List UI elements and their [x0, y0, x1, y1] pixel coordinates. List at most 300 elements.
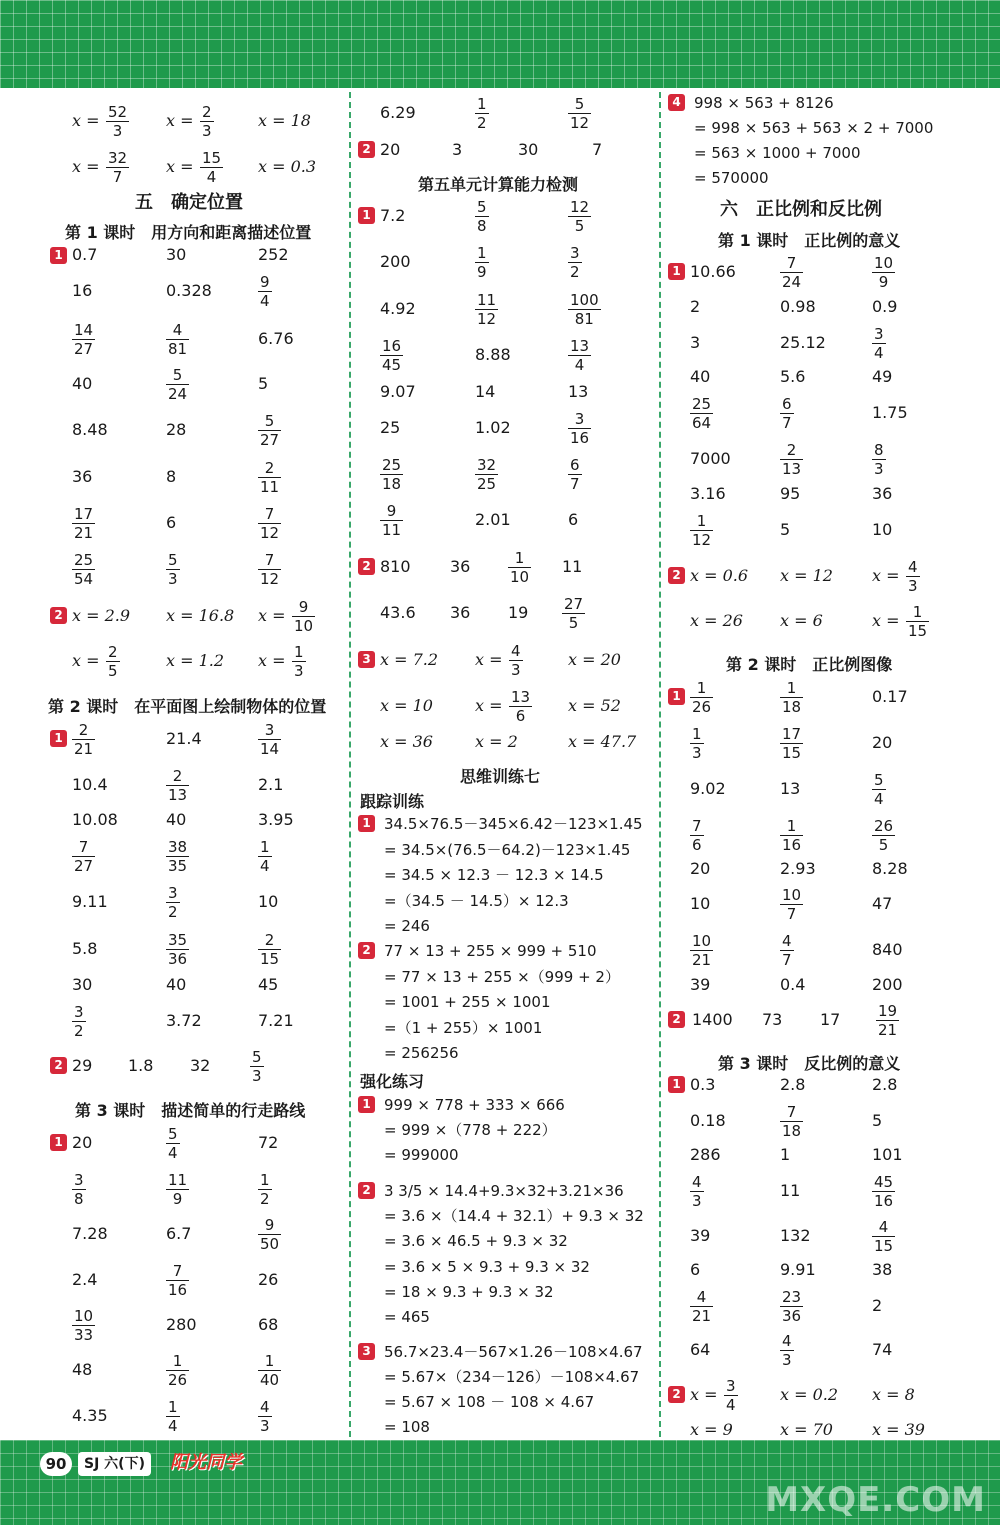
- answer-value: 2.1: [258, 775, 284, 794]
- answer-value: 40: [166, 975, 187, 994]
- denominator: 12: [570, 114, 590, 132]
- answer-value: 21.4: [166, 729, 202, 748]
- denominator: 16: [782, 836, 802, 854]
- answer-value: x = 0.3: [258, 157, 317, 176]
- numerator: 1: [172, 1352, 183, 1370]
- numerator: 4: [782, 1332, 792, 1350]
- numerator: 6: [570, 456, 580, 474]
- fraction: [166, 884, 180, 921]
- question-number-badge: 3: [358, 651, 375, 668]
- question-number-badge: 2: [50, 1057, 67, 1074]
- answer-value: 13: [568, 382, 589, 401]
- numerator: 1: [786, 679, 797, 697]
- answer-value: 17: [820, 1010, 841, 1029]
- calc-step: = 3.6 × 5 × 9.3 + 9.3 × 32: [384, 1257, 590, 1276]
- denominator: 14: [260, 740, 280, 758]
- answer-value: 8: [166, 467, 177, 486]
- answer-value: 7: [592, 140, 603, 159]
- fraction: [568, 291, 601, 328]
- answer-value: x = 6: [780, 611, 823, 630]
- answer-value: 3.95: [258, 810, 294, 829]
- denominator: 21: [878, 1021, 898, 1039]
- denominator: 7: [570, 475, 580, 493]
- fraction: [166, 1398, 180, 1435]
- fraction: [200, 103, 214, 140]
- question-number-badge: 2: [668, 1011, 685, 1028]
- section-heading: 思维训练七: [460, 767, 541, 786]
- answer-value: 40: [72, 374, 93, 393]
- answer-value: 6.76: [258, 329, 294, 348]
- denominator: 45: [382, 356, 402, 374]
- numerator: 2: [786, 441, 797, 459]
- answer-value: 8.48: [72, 420, 108, 439]
- answer-value: 5.8: [72, 939, 98, 958]
- denominator: 4: [206, 168, 217, 186]
- denominator: 3: [782, 1351, 792, 1369]
- numerator: 7: [264, 551, 275, 569]
- answer-value: 28: [166, 420, 187, 439]
- denominator: 7: [112, 168, 123, 186]
- answer-value: 10.66: [690, 262, 736, 281]
- answer-value: 10: [258, 892, 279, 911]
- denominator: 18: [782, 698, 802, 716]
- numerator: 4: [172, 321, 183, 339]
- numerator: 4: [878, 1218, 889, 1236]
- fraction: [258, 459, 281, 496]
- answer-value: 2.93: [780, 859, 816, 878]
- denominator: 2: [477, 114, 487, 132]
- answer-value: 36: [450, 603, 471, 622]
- answer-value: 0.3: [690, 1075, 716, 1094]
- numerator: 2: [108, 643, 118, 661]
- denominator: 3: [260, 1417, 270, 1435]
- section-heading: 五 确定位置: [135, 192, 243, 213]
- fraction: [872, 1173, 895, 1210]
- answer-value: 1: [780, 1145, 791, 1164]
- answer-value: 3.72: [166, 1011, 202, 1030]
- numerator: 45: [874, 1173, 894, 1191]
- denominator: 2: [260, 1190, 270, 1208]
- fraction: [690, 1173, 704, 1210]
- numerator: 16: [382, 337, 402, 355]
- answer-value: 25.12: [780, 333, 826, 352]
- denominator: 35: [168, 857, 188, 875]
- denominator: 21: [74, 740, 94, 758]
- question-number-badge: 2: [668, 567, 685, 584]
- fraction: [166, 321, 189, 358]
- fraction: [258, 551, 281, 588]
- answer-value: 4.92: [380, 299, 416, 318]
- numerator: 4: [511, 642, 521, 660]
- fraction: [475, 198, 489, 235]
- fraction: [258, 721, 281, 758]
- denominator: 6: [515, 707, 526, 725]
- calc-step: =（34.5 － 14.5）× 12.3: [384, 891, 569, 910]
- fraction: [872, 771, 886, 808]
- fraction: [166, 551, 180, 588]
- answer-value: x = 39: [872, 1420, 925, 1439]
- question-number-badge: 1: [668, 1076, 685, 1093]
- numerator: 9: [386, 502, 397, 520]
- answer-value: 10.08: [72, 810, 118, 829]
- numerator: 12: [570, 198, 590, 216]
- answer-value: 132: [780, 1226, 811, 1245]
- answer-value: 4.35: [72, 1406, 108, 1425]
- answer-value: x = 0.2: [780, 1385, 839, 1404]
- answer-value: 5: [258, 374, 269, 393]
- denominator: 3: [202, 122, 212, 140]
- fraction: [380, 456, 403, 493]
- answer-value: 49: [872, 367, 893, 386]
- numerator: 4: [692, 1173, 702, 1191]
- fraction: [780, 679, 803, 716]
- answer-value: 8.88: [475, 345, 511, 364]
- numerator: 5: [874, 771, 884, 789]
- answer-value: 16: [72, 281, 93, 300]
- denominator: 26: [168, 1371, 188, 1389]
- answer-value: 101: [872, 1145, 903, 1164]
- fraction: [568, 456, 582, 493]
- fraction: [72, 1307, 95, 1344]
- denominator: 24: [168, 385, 188, 403]
- numerator: 1: [692, 725, 702, 743]
- numerator: 1: [260, 1171, 270, 1189]
- calc-step: = 18 × 9.3 + 9.3 × 32: [384, 1282, 554, 1301]
- fraction: [690, 512, 713, 549]
- numerator: 100: [570, 291, 599, 309]
- calc-step: = 999 ×（778 + 222）: [384, 1121, 557, 1139]
- numerator: 3: [570, 244, 580, 262]
- denominator: 15: [782, 744, 802, 762]
- answer-value: x = 16.8: [166, 606, 235, 625]
- denominator: 16: [168, 1281, 188, 1299]
- answer-value: 20: [690, 859, 711, 878]
- answer-value: 26: [258, 1270, 279, 1289]
- answer-value: 40: [166, 810, 187, 829]
- variable-x: x =: [690, 1385, 718, 1404]
- denominator: 10: [510, 568, 530, 586]
- answer-value: x = 2.9: [72, 606, 131, 625]
- numerator: 11: [477, 291, 497, 309]
- fraction: [72, 551, 95, 588]
- answer-value: x = 18: [258, 111, 311, 130]
- denominator: 9: [878, 273, 889, 291]
- answer-value: 73: [762, 1010, 783, 1029]
- fraction: [780, 254, 803, 291]
- fraction: [292, 643, 306, 680]
- fraction: [106, 149, 129, 186]
- fraction: [872, 254, 895, 291]
- numerator: 7: [786, 254, 797, 272]
- answer-value: 32: [190, 1056, 211, 1075]
- fraction: [509, 688, 532, 725]
- answer-value: 7000: [690, 449, 731, 468]
- answer-value: 20: [380, 140, 401, 159]
- answer-value: 0.7: [72, 245, 98, 264]
- denominator: 16: [570, 429, 590, 447]
- fraction: [166, 1262, 189, 1299]
- answer-value: x = 7.2: [380, 650, 439, 669]
- answer-value: 25: [380, 418, 401, 437]
- numerator: 32: [108, 149, 128, 167]
- denominator: 12: [260, 524, 280, 542]
- variable-x: x =: [872, 566, 900, 585]
- numerator: 19: [878, 1002, 898, 1020]
- fraction: [780, 441, 803, 478]
- denominator: 8: [74, 1190, 84, 1208]
- numerator: 1: [514, 549, 525, 567]
- numerator: 3: [74, 1003, 84, 1021]
- calc-step: =（1 + 255）× 1001: [384, 1018, 543, 1037]
- fraction: [72, 505, 95, 542]
- denominator: 21: [692, 1307, 712, 1325]
- fraction: [509, 642, 523, 679]
- fraction: [780, 395, 794, 432]
- fraction: [568, 410, 591, 447]
- denominator: 27: [74, 340, 94, 358]
- denominator: 15: [260, 950, 280, 968]
- answer-value: 0.4: [780, 975, 806, 994]
- calc-step: = 5.67 × 108 － 108 × 4.67: [384, 1393, 595, 1411]
- answer-value: x = 52: [568, 696, 621, 715]
- fraction: [475, 244, 489, 281]
- denominator: 15: [908, 622, 928, 640]
- answer-value: 45: [258, 975, 279, 994]
- answer-value: 810: [380, 557, 411, 576]
- denominator: 8: [477, 217, 487, 235]
- question-number-badge: 1: [358, 207, 375, 224]
- numerator: 26: [874, 817, 894, 835]
- variable-x: x =: [475, 696, 503, 715]
- answer-value: 11: [780, 1181, 801, 1200]
- calc-step: = 5.67×（234－126）－108×4.67: [384, 1368, 640, 1386]
- fraction: [780, 817, 803, 854]
- answer-value: x = 8: [872, 1385, 915, 1404]
- section-heading: 强化练习: [360, 1072, 425, 1091]
- answer-value: x = 2: [475, 732, 518, 751]
- answer-value: 20: [72, 1133, 93, 1152]
- numerator: 1: [696, 512, 707, 530]
- section-heading: 第 3 课时 反比例的意义: [718, 1054, 901, 1073]
- variable-x: x =: [475, 650, 503, 669]
- calc-step: 34.5×76.5－345×6.42－123×1.45: [384, 815, 643, 833]
- fraction: [872, 1218, 895, 1255]
- calc-step: 3 3/5 × 14.4+9.3×32+3.21×36: [384, 1182, 624, 1200]
- calc-step: = 999000: [384, 1146, 459, 1164]
- numerator: 1: [477, 95, 487, 113]
- calc-step: = 570000: [694, 169, 769, 187]
- calc-step: = 256256: [384, 1044, 459, 1062]
- answer-value: 38: [872, 1260, 893, 1279]
- answer-value: 14: [475, 382, 496, 401]
- denominator: 54: [74, 570, 94, 588]
- column-divider: [349, 92, 351, 1437]
- answer-value: 36: [872, 484, 893, 503]
- answer-value: 9.02: [690, 779, 726, 798]
- calc-step: = 563 × 1000 + 7000: [694, 144, 861, 162]
- denominator: 16: [874, 1192, 894, 1210]
- calc-step: = 3.6 × 46.5 + 9.3 × 32: [384, 1232, 568, 1251]
- numerator: 1: [260, 838, 270, 856]
- denominator: 2: [570, 263, 580, 281]
- calc-step: = 246: [384, 917, 430, 935]
- section-heading: 第 3 课时 描述简单的行走路线: [75, 1101, 306, 1120]
- fraction: [568, 244, 582, 281]
- numerator: 17: [74, 505, 94, 523]
- answer-value: x = 1.2: [166, 651, 225, 670]
- answer-value: 2: [872, 1296, 883, 1315]
- numerator: 4: [908, 558, 918, 576]
- numerator: 38: [168, 838, 188, 856]
- fraction: [876, 1002, 899, 1039]
- answer-value: x = 0.6: [690, 566, 749, 585]
- denominator: 3: [908, 577, 918, 595]
- fraction: [72, 1003, 86, 1040]
- denominator: 3: [294, 662, 304, 680]
- denominator: 3: [692, 1192, 702, 1210]
- numerator: 5: [172, 366, 183, 384]
- numerator: 4: [260, 1398, 270, 1416]
- answer-value: 10: [690, 894, 711, 913]
- answer-value: 36: [450, 557, 471, 576]
- answer-value: 19: [508, 603, 529, 622]
- section-heading: 六 正比例和反比例: [720, 199, 882, 220]
- numerator: 10: [692, 932, 712, 950]
- answer-value: 9.11: [72, 892, 108, 911]
- numerator: 1: [786, 817, 797, 835]
- answer-value: 2.4: [72, 1270, 98, 1289]
- fraction: [258, 505, 281, 542]
- denominator: 9: [172, 1190, 183, 1208]
- question-number-badge: 2: [358, 1182, 375, 1199]
- answer-value: x = 10: [380, 696, 433, 715]
- numerator: 15: [202, 149, 222, 167]
- section-heading: 第 2 课时 正比例图像: [726, 655, 893, 674]
- fraction: [568, 198, 591, 235]
- denominator: 21: [74, 524, 94, 542]
- denominator: 12: [477, 310, 497, 328]
- answer-value: 6.7: [166, 1224, 192, 1243]
- denominator: 3: [692, 744, 702, 762]
- calc-step: = 465: [384, 1308, 430, 1326]
- calc-step: = 77 × 13 + 255 ×（999 + 2）: [384, 967, 620, 986]
- answer-value: 13: [780, 779, 801, 798]
- denominator: 64: [692, 414, 712, 432]
- answer-value: 29: [72, 1056, 93, 1075]
- fraction: [258, 838, 272, 875]
- question-number-badge: 1: [50, 730, 67, 747]
- numerator: 23: [782, 1288, 802, 1306]
- denominator: 4: [260, 857, 270, 875]
- fraction: [872, 325, 886, 362]
- question-number-badge: 2: [50, 607, 67, 624]
- numerator: 10: [74, 1307, 94, 1325]
- answer-value: x = 70: [780, 1420, 833, 1439]
- answer-value: 0.18: [690, 1111, 726, 1130]
- denominator: 4: [874, 344, 884, 362]
- denominator: 4: [726, 1396, 736, 1414]
- question-number-badge: 2: [668, 1386, 685, 1403]
- question-number-badge: 1: [358, 815, 375, 832]
- fraction: [568, 95, 591, 132]
- answer-value: 0.98: [780, 297, 816, 316]
- answer-value: 5.6: [780, 367, 806, 386]
- numerator: 5: [168, 1125, 178, 1143]
- fraction: [906, 603, 929, 640]
- numerator: 7: [692, 817, 702, 835]
- numerator: 7: [264, 505, 275, 523]
- numerator: 4: [696, 1288, 707, 1306]
- fraction: [72, 1171, 86, 1208]
- denominator: 13: [168, 786, 188, 804]
- numerator: 10: [782, 886, 802, 904]
- answer-value: x = 26: [690, 611, 743, 630]
- answer-value: 64: [690, 1340, 711, 1359]
- calc-step: = 998 × 563 + 563 × 2 + 7000: [694, 119, 934, 137]
- denominator: 12: [260, 570, 280, 588]
- numerator: 14: [74, 321, 94, 339]
- numerator: 5: [168, 551, 178, 569]
- answer-value: 11: [562, 557, 583, 576]
- fraction: [166, 1352, 189, 1389]
- answer-value: 840: [872, 940, 903, 959]
- answer-value: 10: [872, 520, 893, 539]
- calc-step: 998 × 563 + 8126: [694, 94, 834, 112]
- denominator: 26: [692, 698, 712, 716]
- fraction: [200, 149, 223, 186]
- numerator: 3: [264, 721, 275, 739]
- denominator: 81: [574, 310, 594, 328]
- fraction: [380, 502, 403, 539]
- denominator: 7: [782, 951, 792, 969]
- variable-x: x =: [872, 611, 900, 630]
- answer-value: 95: [780, 484, 801, 503]
- numerator: 2: [264, 931, 275, 949]
- answer-value: 30: [72, 975, 93, 994]
- answer-value: 9.07: [380, 382, 416, 401]
- numerator: 2: [264, 459, 275, 477]
- answer-value: 1.02: [475, 418, 511, 437]
- denominator: 25: [477, 475, 497, 493]
- answer-value: 8.28: [872, 859, 908, 878]
- numerator: 1: [912, 603, 923, 621]
- numerator: 7: [786, 1103, 797, 1121]
- answer-value: 2.8: [872, 1075, 898, 1094]
- denominator: 40: [260, 1371, 280, 1389]
- fraction: [166, 931, 189, 968]
- fraction: [568, 337, 591, 374]
- denominator: 4: [874, 790, 884, 808]
- fraction: [292, 598, 315, 635]
- fraction: [380, 337, 403, 374]
- fraction: [780, 1103, 803, 1140]
- numerator: 2: [172, 767, 183, 785]
- fraction: [906, 558, 920, 595]
- question-number-badge: 4: [668, 94, 685, 111]
- denominator: 5: [108, 662, 118, 680]
- answer-value: 6: [166, 513, 177, 532]
- fraction: [166, 1171, 189, 1208]
- denominator: 6: [692, 836, 702, 854]
- brand-logo: 阳光同学: [170, 1452, 242, 1473]
- fraction: [690, 932, 713, 969]
- denominator: 10: [294, 617, 314, 635]
- page-number: 90: [40, 1452, 72, 1476]
- fraction: [508, 549, 531, 586]
- fraction: [72, 321, 95, 358]
- fraction: [258, 1352, 281, 1389]
- numerator: 13: [511, 688, 531, 706]
